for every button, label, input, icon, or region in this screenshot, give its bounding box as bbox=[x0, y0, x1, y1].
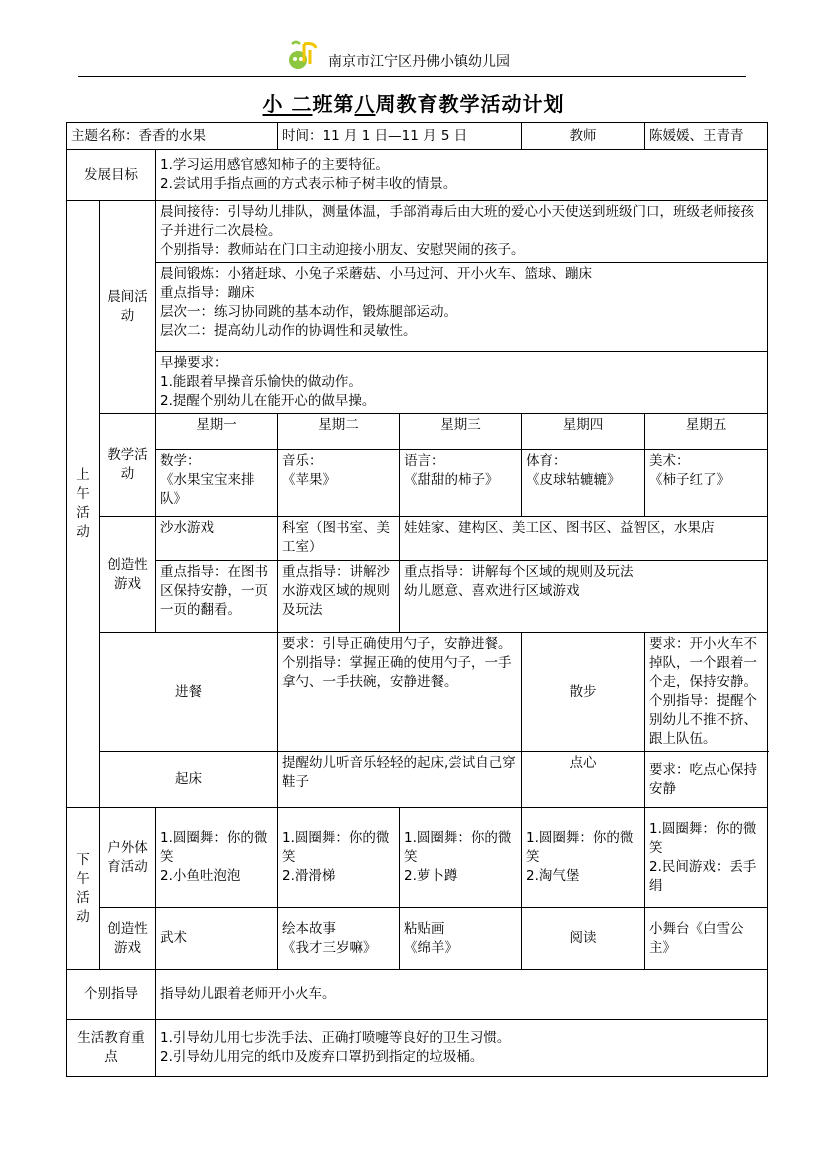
pm-creative-wed: 粘贴画 《绵羊》 bbox=[400, 908, 522, 970]
goal-2: 2.尝试用手指点画的方式表示柿子树丰收的情景。 bbox=[160, 176, 457, 192]
theme-cell: 主题名称：香香的水果 bbox=[67, 123, 278, 150]
lesson-mon: 数学： 《水果宝宝来排队》 bbox=[156, 450, 278, 517]
life-education-label: 生活教育重 点 bbox=[67, 1020, 156, 1077]
teacher-label: 教师 bbox=[522, 123, 645, 150]
morning-section-label: 上午活动 bbox=[67, 201, 100, 808]
title-week-number: 八 bbox=[354, 92, 376, 116]
page-header bbox=[78, 40, 746, 77]
title-class-word: 班第 bbox=[312, 92, 355, 116]
outdoor-fri: 1.圆圈舞：你的微笑 2.民间游戏：丢手绢 bbox=[645, 808, 768, 908]
outdoor-wed: 1.圆圈舞：你的微笑 2.萝卜蹲 bbox=[400, 808, 522, 908]
reception-cell bbox=[156, 201, 768, 263]
outdoor-mon: 1.圆圈舞：你的微笑 2.小鱼吐泡泡 bbox=[156, 808, 278, 908]
exercise-line-2: 重点指导：蹦床 bbox=[160, 285, 255, 301]
exercise-line-1: 晨间锻炼：小猪赶球、小兔子采蘑菇、小马过河、开小火车、篮球、蹦床 bbox=[160, 266, 592, 282]
lesson-thu: 体育： 《皮球轱辘辘》 bbox=[522, 450, 645, 517]
creative-mon: 沙水游戏 bbox=[156, 517, 278, 561]
creative-game-label: 创造性游戏 bbox=[100, 517, 156, 633]
drill-line-2: 1.能跟着早操音乐愉快的做动作。 bbox=[160, 374, 362, 390]
reception-guide: 个别指导：教师站在门口主动迎接小朋友、安慰哭闹的孩子。 bbox=[160, 242, 525, 258]
page-title bbox=[0, 88, 827, 117]
outdoor-thu: 1.圆圈舞：你的微笑 2.淘气堡 bbox=[522, 808, 645, 908]
walk-content: 要求：开小火车不掉队，一个跟着一个走，保持安静。 个别指导：提醒个别幼儿不推不挤、跟上队伍。 bbox=[645, 633, 768, 752]
creative-rest-guide: 重点指导：讲解每个区域的规则及玩法 幼儿愿意、喜欢进行区域游戏 bbox=[400, 561, 768, 633]
creative-tue: 科室（图书室、美工室） bbox=[278, 517, 400, 561]
exercise-line-4: 层次二：提高幼儿动作的协调性和灵敏性。 bbox=[160, 323, 417, 339]
outdoor-activity-label: 户外体育活动 bbox=[100, 808, 156, 908]
creative-mon-guide: 重点指导：在图书区保持安静，一页一页的翻看。 bbox=[156, 561, 278, 633]
lesson-wed: 语言： 《甜甜的柿子》 bbox=[400, 450, 522, 517]
outdoor-tue: 1.圆圈舞：你的微笑 2.滑滑梯 bbox=[278, 808, 400, 908]
weekday-tue: 星期二 bbox=[278, 414, 400, 450]
drill-line-3: 2.提醒个别幼儿在能开心的做早操。 bbox=[160, 393, 376, 409]
teacher-names: 陈媛媛、王青青 bbox=[645, 123, 768, 150]
weekly-plan-table bbox=[66, 122, 768, 1077]
meal-label: 进餐 bbox=[100, 633, 278, 752]
teaching-activity-label: 教学活动 bbox=[100, 414, 156, 517]
pm-creative-mon: 武术 bbox=[156, 908, 278, 970]
creative-rest: 娃娃家、建构区、美工区、图书区、益智区，水果店 bbox=[400, 517, 768, 561]
weekday-fri: 星期五 bbox=[645, 414, 768, 450]
title-week-word: 周教育教学活动计划 bbox=[375, 92, 565, 116]
afternoon-section-label: 下午活动 bbox=[67, 808, 100, 970]
weekday-mon: 星期一 bbox=[156, 414, 278, 450]
early-activity-label: 晨间活动 bbox=[100, 201, 156, 414]
meal-content: 要求：引导正确使用勺子，安静进餐。 个别指导：掌握正确的使用勺子，一手拿勺、一手扶碗，安静进餐。 bbox=[278, 633, 522, 752]
exercise-line-3: 层次一：练习协同跳的基本动作，锻炼腿部运动。 bbox=[160, 304, 457, 320]
life-education-content: 1.引导幼儿用七步洗手法、正确打喷嚏等良好的卫生习惯。 2.引导幼儿用完的纸巾及废弃口罩扔到指定的垃圾桶。 bbox=[156, 1020, 768, 1077]
goals-content bbox=[156, 150, 768, 201]
school-name: 南京市江宁区丹佛小镇幼儿园 bbox=[328, 54, 510, 70]
individual-content: 指导幼儿跟着老师开小火车。 bbox=[156, 970, 768, 1020]
lesson-fri: 美术： 《柿子红了》 bbox=[645, 450, 768, 517]
walk-label: 散步 bbox=[522, 633, 645, 752]
pm-creative-thu: 阅读 bbox=[522, 908, 645, 970]
kindergarten-logo-icon bbox=[286, 40, 322, 70]
afternoon-creative-label: 创造性游戏 bbox=[100, 908, 156, 970]
snack-content: 要求：吃点心保持安静 bbox=[645, 752, 768, 808]
goal-1: 1.学习运用感官感知柿子的主要特征。 bbox=[160, 157, 389, 173]
getup-label: 起床 bbox=[100, 752, 278, 808]
time-cell: 时间：11 月 1 日—11 月 5 日 bbox=[278, 123, 522, 150]
title-class-number: 小 二 bbox=[262, 92, 313, 116]
pm-creative-tue: 绘本故事 《我才三岁嘛》 bbox=[278, 908, 400, 970]
getup-content: 提醒幼儿听音乐轻轻的起床,尝试自己穿鞋子 bbox=[278, 752, 522, 808]
drill-cell bbox=[156, 352, 768, 414]
creative-tue-guide: 重点指导：讲解沙水游戏区域的规则及玩法 bbox=[278, 561, 400, 633]
exercise-cell bbox=[156, 263, 768, 352]
goals-label: 发展目标 bbox=[67, 150, 156, 201]
lesson-tue: 音乐： 《苹果》 bbox=[278, 450, 400, 517]
individual-label: 个别指导 bbox=[67, 970, 156, 1020]
snack-label: 点心 bbox=[522, 752, 645, 808]
weekday-thu: 星期四 bbox=[522, 414, 645, 450]
drill-line-1: 早操要求： bbox=[160, 355, 228, 371]
pm-creative-fri: 小舞台《白雪公主》 bbox=[645, 908, 768, 970]
reception-line: 晨间接待：引导幼儿排队，测量体温，手部消毒后由大班的爱心小天使送到班级门口，班级老师接孩子并进行二次晨检。 bbox=[160, 204, 754, 239]
weekday-wed: 星期三 bbox=[400, 414, 522, 450]
